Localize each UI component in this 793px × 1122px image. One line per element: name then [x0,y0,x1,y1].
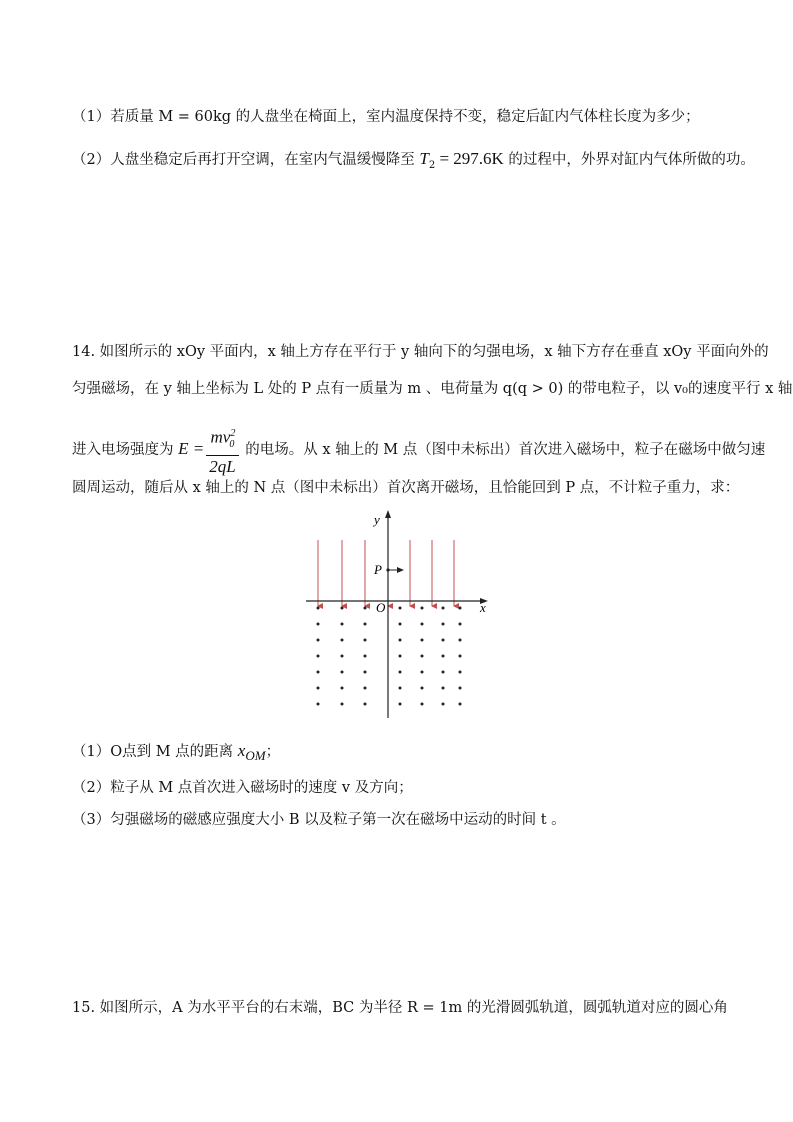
field-dot [341,703,344,706]
q14-line4: 圆周运动，随后从 x 轴上的 N 点（图中未标出）首次离开磁场，且恰能回到 P 点，不计粒子重力，求： [72,480,740,496]
q14-sub3: （3）匀强磁场的磁感应强度大小 B 以及粒子第一次在磁场中运动的时间 t 。 [72,812,566,828]
field-dot [459,623,462,626]
field-dot [317,703,320,706]
x-axis-label: x [480,600,486,615]
field-dot [459,639,462,642]
field-dot [421,607,424,610]
q13-part2: （2）人盘坐稳定后再打开空调，在室内气温缓慢降至 $T_2 = 297.6K$ 的过程中，外界对缸内气体所做的功。 [72,149,755,171]
field-dot [341,671,344,674]
field-dot [341,655,344,658]
field-dot [341,623,344,626]
q15-line1: 15. 如图所示，A 为水平平台的右末端，BC 为半径 R = 1m 的光滑圆弧轨道，圆弧轨道对应的圆心角 [72,1000,728,1016]
field-dot [442,655,445,658]
field-dot [421,671,424,674]
field-dot [399,607,402,610]
field-dot [317,623,320,626]
field-dot [421,623,424,626]
field-dot [442,623,445,626]
field-dot [421,655,424,658]
field-dot [341,687,344,690]
field-dot [442,671,445,674]
field-dot [364,639,367,642]
q14-line2: 匀强磁场，在 y 轴上坐标为 L 处的 P 点有一质量为 m 、电荷量为 q(q > 0) 的带电粒子，以 v₀的速度平行 x 轴 [72,381,793,397]
y-axis-arrow-icon [385,510,391,518]
field-dot [364,607,367,610]
field-dot [421,703,424,706]
field-dot [364,687,367,690]
point-p-label: P [374,562,382,577]
field-dot [341,607,344,610]
origin-label: O [376,600,386,615]
field-dot [364,655,367,658]
field-dot [399,687,402,690]
field-dot [364,623,367,626]
field-dot [442,639,445,642]
q14-line3: 进入电场强度为 E = $\frac{mv^2_0}{2qL}$ 的电场。从 x 轴上的 M 点（图中未标出）首次进入磁场中，粒子在磁场中做匀速 [72,424,765,476]
velocity-arrow-head-icon [397,567,404,573]
field-dot [399,623,402,626]
q13-part1: （1）若质量 M = 60kg 的人盘坐在椅面上，室内温度保持不变，稳定后缸内气体柱长度为多少； [72,109,700,125]
field-dot [421,687,424,690]
field-dot [317,639,320,642]
field-dot [364,671,367,674]
electric-field-lines [318,540,454,606]
field-strength-symbol: E = [178,439,205,459]
field-dot [399,703,402,706]
field-diagram [298,508,498,723]
field-dot [421,639,424,642]
q14-sub1: （1）O点到 M 点的距离 $x_{OM}$； [72,741,281,763]
field-dot [317,671,320,674]
field-dot [459,671,462,674]
field-dot [442,703,445,706]
q14-line1: 14. 如图所示的 xOy 平面内，x 轴上方存在平行于 y 轴向下的匀强电场，x 轴下方存在垂直 xOy 平面向外的 [72,344,769,360]
field-dot [317,607,320,610]
y-axis-label: y [374,512,380,527]
field-dot [459,607,462,610]
field-strength-fraction: $\frac{mv^2_0}{2qL}$ [206,424,238,476]
field-dot [459,687,462,690]
field-dot [459,703,462,706]
field-dot [442,607,445,610]
magnetic-field-dots [317,607,462,706]
temperature-symbol: T [419,149,429,168]
field-dot [399,671,402,674]
field-dot [399,655,402,658]
field-dot [317,655,320,658]
field-dot [317,687,320,690]
field-dot [399,639,402,642]
field-dot [442,687,445,690]
field-dot [459,655,462,658]
field-dot [364,703,367,706]
q14-sub2: （2）粒子从 M 点首次进入磁场时的速度 v 及方向； [72,780,413,796]
field-dot [341,639,344,642]
